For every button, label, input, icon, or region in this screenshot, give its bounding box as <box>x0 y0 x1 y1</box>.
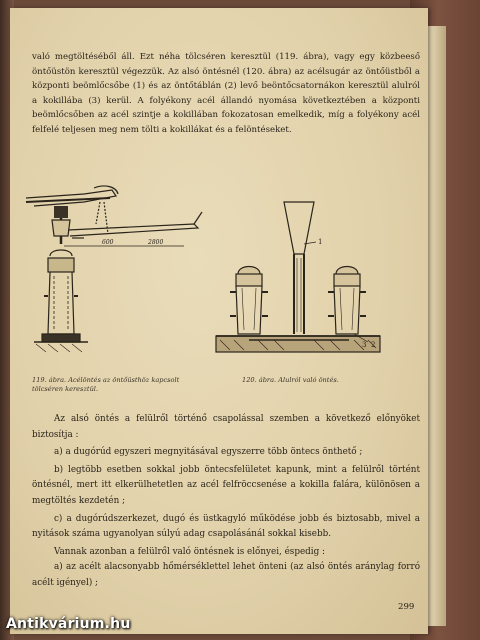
figure-119-caption: 119. ábra. Acélöntés az öntőüsthöz kapcsolt tölcséren keresztül. <box>32 376 180 393</box>
figure-119-dim-2800: 2800 <box>148 239 164 246</box>
figure-120-label-2: 2 <box>371 341 376 349</box>
figure-120-caption: 120. ábra. Alulról való öntés. <box>242 376 339 384</box>
figure-119-dim-600: 600 <box>102 239 114 246</box>
figure-120-label-3: 3 <box>362 341 367 349</box>
list-item-b: b) legtöbb esetben sokkal jobb öntecsfelületet kapunk, mint a felülről történt öntésnél, mert itt elkerülhetetlen az acél felfröccsenése a kokilla falára, különösen a megtöltés kezdetén ; <box>32 464 420 506</box>
figure-119-drawing <box>26 186 202 352</box>
top-paragraph <box>32 50 420 138</box>
book-page <box>10 8 428 634</box>
figures <box>24 184 424 384</box>
list-item-a2: a) az acélt alacsonyabb hőmérséklettel lehet önteni (az alsó öntés aránylag forró acélt igényel) ; <box>32 562 420 588</box>
paragraph-top: való megtöltéséből áll. Ezt néha tölcséren keresztül (119. ábra), vagy egy közbeeső öntőüstön keresztül végezzük. Az alsó öntésnél (120. ábra) az acélsugár az öntőüstből a központi beömlőcsőbe (1) és az öntőtáblán (2) levő beöntőcsatornákon keresztül alulról a kokillába (3) kerül. A folyékony acél állandó nyomása következtében a központi beömlőcsőben az acél szintje a kokillában fokozatosan emelkedik, míg a folyékony acél felfelé teljesen meg nem tölti a kokillákat és a felöntéseket. <box>32 52 420 135</box>
page-number: 299 <box>398 602 415 612</box>
body-paragraph-2: Vannak azonban a felülről való öntésnek is előnyei, éspedig : <box>54 546 325 557</box>
bottom-text <box>32 412 420 592</box>
list-item-c: c) a dugórúdszerkezet, dugó és üstkagyló működése jobb és biztosabb, mivel a nyitások száma ugyanolyan súlyú adag csapolásánál sokkal kisebb. <box>32 513 420 540</box>
figure-120-label-1: 1 <box>318 238 323 246</box>
list-item-a: a) a dugórúd egyszeri megnyitásával egyszerre több öntecs önthető ; <box>54 447 363 458</box>
body-paragraph-1: Az alsó öntés a felülről történő csapolással szemben a következő előnyöket biztosítja : <box>32 414 420 440</box>
figure-120-drawing <box>216 202 380 352</box>
watermark-logo: Antikvárium.hu <box>6 616 131 632</box>
